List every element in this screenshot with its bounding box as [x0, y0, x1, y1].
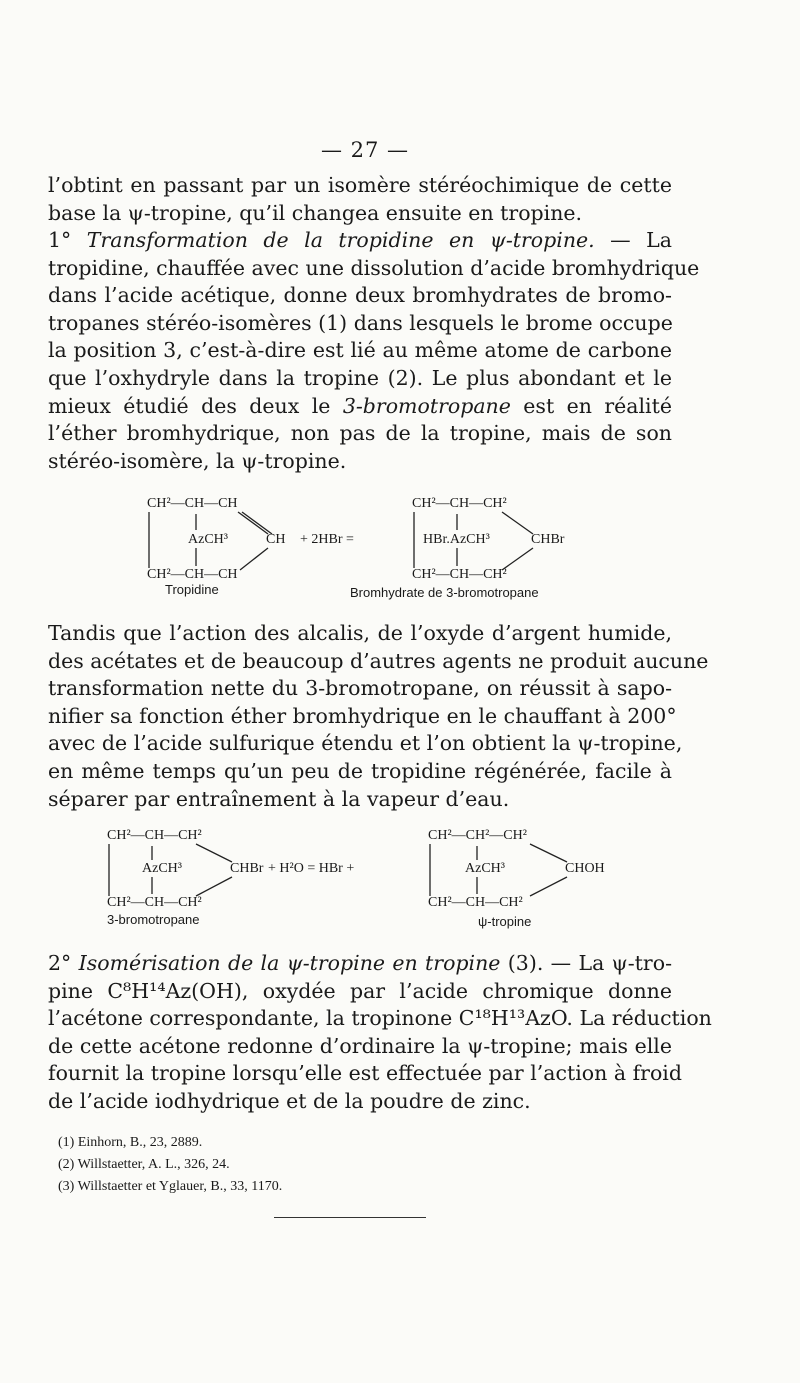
formula-caption: 3-bromotropane: [107, 912, 200, 927]
formula-text: CHBr: [230, 861, 264, 876]
formula-reagent: + 2HBr =: [300, 532, 354, 547]
text-line: [48, 393, 672, 421]
formula-text: CH²—CH²—CH²: [428, 828, 527, 843]
formula-text: CH²—CH—CH²: [412, 496, 507, 511]
formula-caption: Bromhydrate de 3-bromotropane: [350, 585, 539, 600]
formula-text: AzCH³: [188, 532, 228, 547]
text-line: l’éther bromhydrique, non pas de la tropine, mais de son: [48, 421, 672, 446]
section-2-title: Isomérisation de la ψ-tropine en tropine: [78, 951, 501, 975]
section-1-title: Transformation de la tropidine en ψ-tropine.: [86, 228, 595, 252]
text-fragment: mieux étudié des deux le: [48, 393, 343, 418]
paragraph-saponification: [48, 620, 709, 813]
text-line: fournit la tropine lorsqu’elle est effectuée par l’action à froid: [48, 1061, 682, 1086]
formula-text: AzCH³: [465, 861, 505, 876]
formula-text: CH²—CH—CH²: [412, 567, 507, 582]
section-1-number: 1°: [48, 228, 72, 252]
formula-text: HBr.AzCH³: [423, 532, 490, 547]
section-1-heading-line: [48, 227, 672, 255]
formula-caption: Tropidine: [165, 582, 219, 597]
intro-paragraph: [48, 172, 672, 227]
formula-text: CH²—CH—CH²: [107, 895, 202, 910]
text-line: l’obtint en passant par un isomère stéréochimique de cette: [48, 173, 672, 197]
formula-caption: ψ-tropine: [478, 914, 532, 929]
text-line: tropidine, chauffée avec une dissolution d’acide bromhydrique: [48, 255, 700, 280]
text-line: nifier sa fonction éther bromhydrique en le chauffant à 200°: [48, 703, 677, 728]
text-line: dans l’acide acétique, donne deux bromhydrates de bromo-: [48, 283, 672, 308]
text-line: base la ψ-tropine, qu’il changea ensuite en tropine.: [48, 200, 583, 225]
text-line: tropanes stéréo-isomères (1) dans lesquels le brome occupe: [48, 310, 673, 335]
text-fragment: est en réalité: [510, 393, 672, 418]
formula-text: CHOH: [565, 861, 605, 876]
formula-text: CH²—CH—CH²: [107, 828, 202, 843]
section-2-heading-rest: (3). — La ψ-tro-: [500, 951, 672, 975]
page-number: — 27 —: [320, 138, 410, 162]
text-line: la position 3, c’est-à-dire est lié au même atome de carbone: [48, 338, 672, 363]
text-line: des acétates et de beaucoup d’autres agents ne produit aucune: [48, 648, 709, 673]
text-line: transformation nette du 3-bromotropane, on réussit à sapo-: [48, 676, 672, 701]
formula-reagent: + H²O = HBr +: [268, 861, 355, 876]
section-2-number: 2°: [48, 951, 72, 975]
formula-text: CHBr: [531, 532, 565, 547]
text-line: avec de l’acide sulfurique étendu et l’on obtient la ψ-tropine,: [48, 731, 683, 756]
formula-text: AzCH³: [142, 861, 182, 876]
text-line: que l’oxhydryle dans la tropine (2). Le plus abondant et le: [48, 365, 672, 390]
text-line: en même temps qu’un peu de tropidine régénérée, facile à: [48, 758, 672, 783]
text-line: Tandis que l’action des alcalis, de l’oxyde d’argent humide,: [48, 621, 672, 645]
footnote-2: (2) Willstaetter, A. L., 326, 24.: [58, 1157, 230, 1172]
footnote-divider: [274, 1217, 426, 1218]
text-line: stéréo-isomère, la ψ-tropine.: [48, 448, 347, 473]
footnote-3: (3) Willstaetter et Yglauer, B., 33, 1170.: [58, 1179, 283, 1194]
section-1-paragraph: [48, 227, 700, 475]
section-2-heading-line: [48, 950, 672, 978]
formula-text: CH²—CH—CH²: [428, 895, 523, 910]
text-line: de cette acétone redonne d’ordinaire la ψ-tropine; mais elle: [48, 1033, 672, 1058]
formula-text: CH²—CH—CH: [147, 567, 238, 582]
text-line: l’acétone correspondante, la tropinone C¹⁸H¹³AzO. La réduction: [48, 1006, 712, 1031]
footnote-1: (1) Einhorn, B., 23, 2889.: [58, 1135, 203, 1150]
section-2-paragraph: [48, 950, 712, 1116]
text-line: pine C⁸H¹⁴Az(OH), oxydée par l’acide chromique donne: [48, 978, 672, 1003]
section-1-heading-rest: — La: [594, 228, 672, 252]
formula-text: CH²—CH—CH: [147, 496, 238, 511]
formula-text: CH: [266, 532, 286, 547]
text-line: séparer par entraînement à la vapeur d’eau.: [48, 786, 510, 811]
compound-name: 3-bromotropane: [342, 393, 511, 418]
text-line: de l’acide iodhydrique et de la poudre de zinc.: [48, 1088, 531, 1113]
